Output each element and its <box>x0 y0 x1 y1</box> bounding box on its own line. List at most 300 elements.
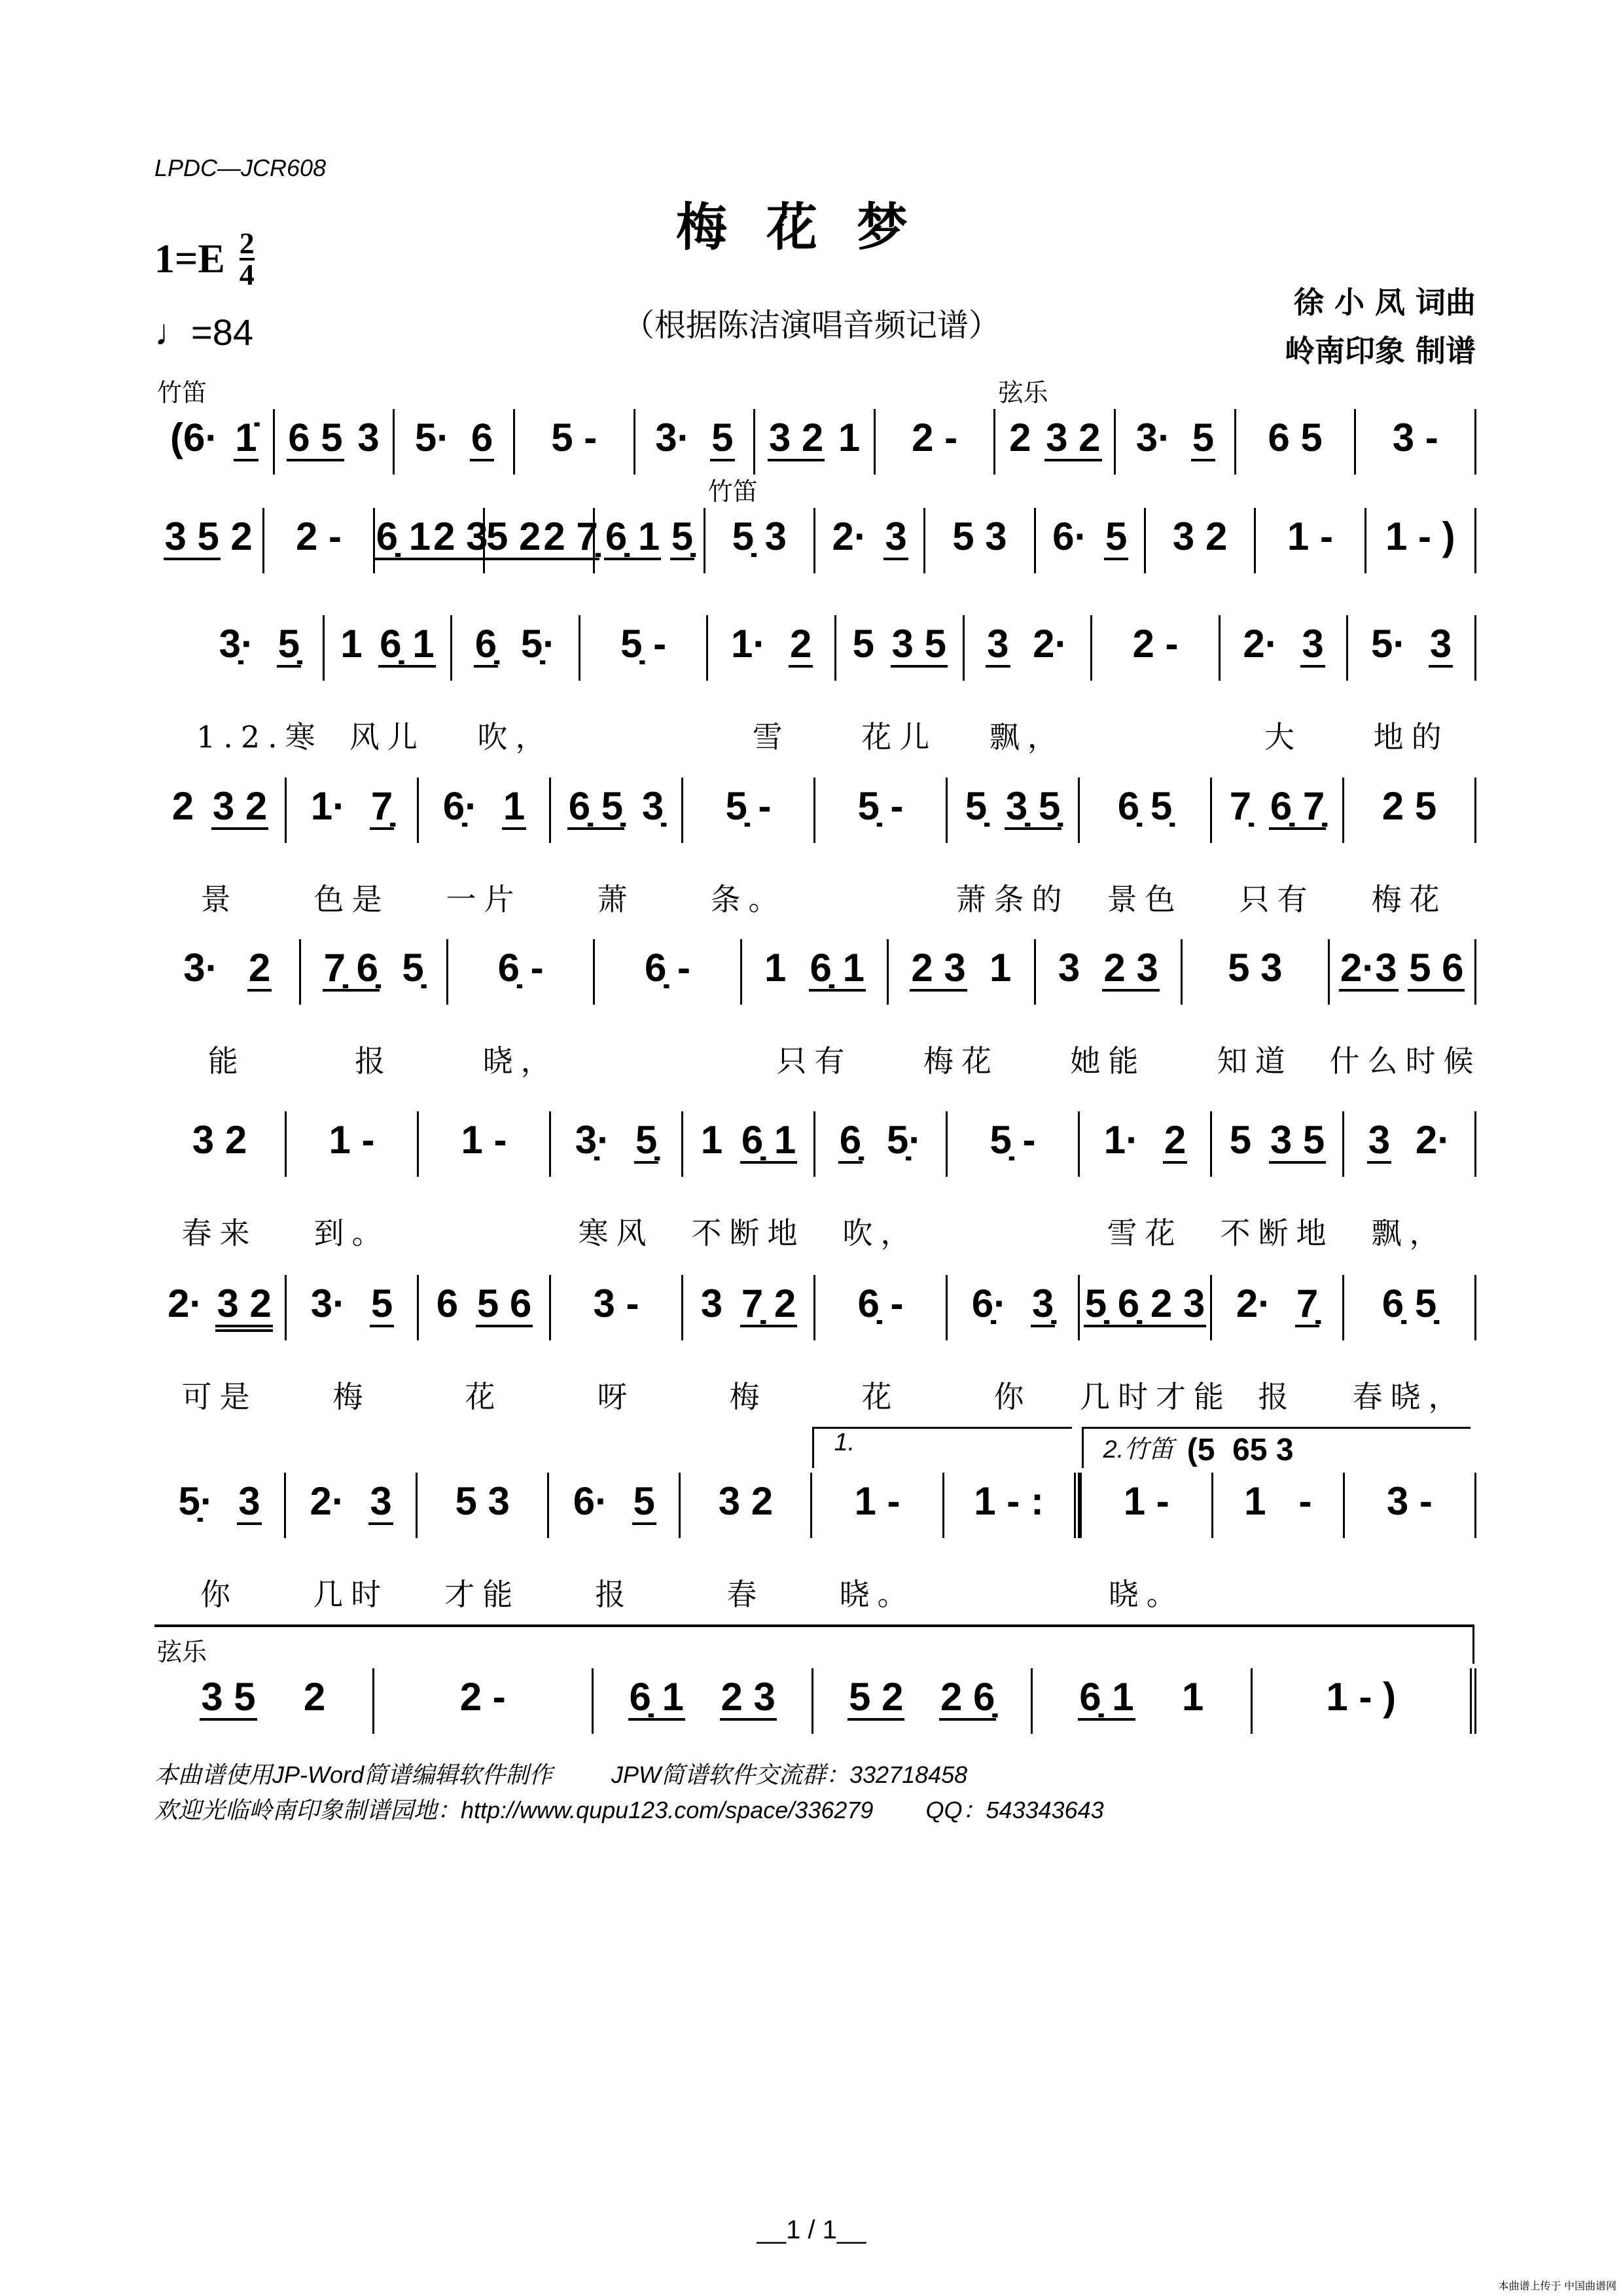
measure <box>549 778 681 917</box>
note-group: 2 <box>1163 1119 1187 1164</box>
measure <box>285 1275 417 1414</box>
tempo-marking: ♩=84 <box>154 312 253 353</box>
note-group: 1 - <box>329 1118 375 1162</box>
measure <box>1031 1668 1251 1734</box>
lyric: 晓。 <box>839 1577 916 1612</box>
measure-notes <box>264 516 372 558</box>
measure <box>262 508 372 573</box>
measure-notes <box>154 1480 284 1525</box>
measure <box>1078 778 1210 917</box>
note-group: 6 5 <box>287 417 344 461</box>
note-group: 2 7̣ <box>542 516 599 560</box>
note-group: 6̣ 1 <box>375 516 432 560</box>
note-group: 3 - <box>1386 1479 1433 1523</box>
lyric: 才能 <box>444 1577 521 1612</box>
measure-notes <box>1356 417 1474 459</box>
measure <box>154 1473 284 1612</box>
note-group: 2 <box>171 784 194 828</box>
score-line <box>154 1111 1476 1251</box>
measure-notes <box>154 947 299 992</box>
measure-notes <box>925 516 1033 558</box>
lyric: 梅花 <box>1371 882 1448 917</box>
lyric: 知道 <box>1217 1043 1293 1079</box>
measure-notes <box>580 623 707 665</box>
measure-notes <box>154 1283 285 1332</box>
first-ending-bracket: 1. <box>812 1427 1071 1468</box>
measure <box>154 778 285 917</box>
note-group: 2· <box>310 1479 345 1523</box>
measure-notes <box>1221 623 1347 668</box>
footer-qq: QQ：543343643 <box>925 1797 1104 1823</box>
lyric: 色是 <box>313 882 390 917</box>
measure-notes <box>286 1480 416 1525</box>
score-line <box>154 778 1476 917</box>
measure-notes <box>374 1676 592 1718</box>
measure <box>679 1473 810 1612</box>
note-group: 5̣ <box>277 623 301 668</box>
note-group: 2 3 <box>720 1676 777 1721</box>
measure <box>417 1275 549 1414</box>
measure <box>946 1111 1078 1177</box>
measure <box>681 1111 813 1251</box>
note-group: 6̣ 1 <box>378 623 435 668</box>
lyric: 雪 <box>752 719 791 755</box>
note-group: 6̣ - <box>857 1282 904 1325</box>
note-group: 3 2 <box>215 1283 272 1332</box>
note-group: 6̣ 1 <box>809 947 866 992</box>
note-group: 5 <box>1191 417 1215 461</box>
note-group: 1 - <box>1123 1479 1169 1523</box>
note-group: 5 2 <box>847 1676 904 1721</box>
note-group: 2 3 <box>910 947 967 992</box>
measure-notes <box>196 623 323 668</box>
time-numerator: 2 <box>239 226 255 260</box>
measure <box>704 478 813 573</box>
lyric: 花儿 <box>861 719 938 755</box>
measure <box>706 615 834 755</box>
measure-notes <box>683 1119 813 1164</box>
note-group: 3̣ <box>641 784 664 828</box>
note-group: 5̣ - <box>620 622 667 666</box>
measure <box>813 778 946 843</box>
measure <box>633 409 754 475</box>
measure-notes <box>812 1480 942 1522</box>
measure-notes <box>301 947 446 992</box>
note-group: 7̣ <box>1295 1283 1319 1327</box>
note-group: 5· <box>1370 622 1406 666</box>
measure-notes <box>1092 623 1219 665</box>
measure <box>417 778 549 917</box>
measure-notes <box>948 1119 1078 1161</box>
note-group: 2 3 <box>1102 947 1159 992</box>
note-group: 6̣ 1 <box>604 516 661 560</box>
lyric: 什么时候 <box>1329 1043 1482 1079</box>
note-group: 5̣ <box>965 784 988 828</box>
measure-notes <box>595 947 740 989</box>
note-group: 2·3 <box>1339 947 1399 992</box>
note-group: 1̇ <box>234 417 258 461</box>
measure-notes <box>965 623 1091 668</box>
measure <box>299 939 446 1079</box>
measure <box>1210 1275 1342 1414</box>
measure-notes <box>515 417 633 459</box>
note-group: 3 2 <box>211 785 268 830</box>
measure-notes <box>1082 1480 1211 1522</box>
note-group: 3 <box>1058 946 1080 990</box>
measure-notes <box>705 516 813 558</box>
note-group: 2· <box>1033 622 1068 666</box>
measure-notes <box>836 623 963 668</box>
measure <box>1343 1473 1476 1538</box>
lyric: 你 <box>200 1577 239 1612</box>
measure-notes <box>287 1283 417 1327</box>
measure <box>812 1668 1031 1734</box>
note-group: 6̣ 1 <box>740 1119 797 1164</box>
measure-notes <box>154 417 273 461</box>
measure <box>1144 508 1254 573</box>
measure-notes <box>1344 1119 1474 1164</box>
measure-notes <box>418 1480 547 1522</box>
measure <box>547 1473 679 1612</box>
note-group: 5 <box>370 1283 394 1327</box>
measure <box>285 778 417 917</box>
lyric: 能 <box>207 1043 246 1079</box>
lyric: 风儿 <box>349 719 425 755</box>
note-group: 6̣ 5̣ <box>1117 784 1173 828</box>
note-group: 3 <box>1300 623 1325 668</box>
measure <box>813 1111 946 1251</box>
lyric: 只有 <box>1239 882 1315 917</box>
note-group: 2 <box>230 514 253 558</box>
flute-cue-notes: (5 65 3 <box>1186 1433 1294 1467</box>
measure <box>942 1473 1080 1538</box>
note-group: 3 <box>986 623 1010 668</box>
lyric: 不断地 <box>691 1215 806 1251</box>
measure-notes <box>1212 1283 1342 1327</box>
measure <box>1354 409 1476 475</box>
measure-notes <box>815 1119 946 1164</box>
note-group: 5 <box>852 622 874 666</box>
measure-notes <box>1213 1480 1343 1522</box>
measure <box>1181 939 1327 1079</box>
measure-notes <box>815 785 946 827</box>
note-group: 5 6 <box>476 1283 533 1327</box>
note-group: 5 <box>1229 1118 1252 1162</box>
measure <box>681 1275 813 1414</box>
measure-notes <box>1212 785 1342 830</box>
lyric: 报 <box>595 1577 633 1612</box>
measure-notes <box>755 417 874 461</box>
time-denominator: 4 <box>239 258 255 291</box>
footer-software-note: 本曲谱使用JP-Word简谱编辑软件制作 <box>154 1761 553 1788</box>
measure-notes <box>154 1676 372 1721</box>
measure-notes <box>1080 1283 1210 1327</box>
note-group: 5 - <box>551 416 597 459</box>
measure-notes <box>551 785 681 830</box>
note-group: 3 - <box>593 1282 639 1325</box>
measure-notes <box>375 514 488 560</box>
note-group: 1· <box>1103 1118 1139 1162</box>
measure <box>154 508 262 573</box>
measure <box>1210 778 1342 917</box>
measure <box>1078 1111 1210 1251</box>
note-group: 1 - ) <box>1385 514 1455 558</box>
note-group: 3 <box>1367 1119 1391 1164</box>
note-group: 3 - <box>1392 416 1438 459</box>
note-group: 6̣ - <box>645 946 691 990</box>
note-group: 5· <box>414 416 450 459</box>
note-group: 5̣· <box>520 622 556 666</box>
note-group: 3 <box>883 516 908 560</box>
note-group: 7̣ <box>370 785 394 830</box>
measure-notes <box>1366 516 1474 558</box>
measure <box>810 1429 942 1612</box>
note-group: (6· <box>169 416 219 459</box>
note-group: 3 5 <box>200 1676 257 1721</box>
measure <box>549 1275 681 1414</box>
lyric: 吹， <box>477 719 554 755</box>
note-group: 6̣ 5̣ <box>567 785 624 830</box>
note-group: 2 - <box>1132 622 1179 666</box>
measure-notes <box>1345 1480 1474 1522</box>
note-group: 3 5 <box>1269 1119 1326 1164</box>
score-code: LPDC—JCR608 <box>154 154 327 181</box>
footer-group-note: JPW简谱软件交流群：332718458 <box>611 1761 968 1788</box>
measure <box>513 409 633 475</box>
measure <box>284 1473 416 1612</box>
measure <box>483 508 598 573</box>
note-group: 3̣· <box>219 622 254 666</box>
measure <box>923 508 1033 573</box>
note-group: 5̣ - <box>857 784 904 828</box>
measure-notes <box>551 1119 681 1164</box>
lyric: 吹， <box>842 1215 919 1251</box>
note-group: 1 - <box>854 1479 901 1523</box>
note-group: 6 5 <box>1268 416 1323 459</box>
credits <box>1285 278 1476 375</box>
note-group: 5̣ 3 <box>732 514 787 558</box>
measure-notes <box>1253 1676 1471 1718</box>
measure <box>1186 1433 1343 1538</box>
note-group: 2· <box>1243 622 1278 666</box>
measure <box>1080 1436 1211 1612</box>
lyric: 萧条的 <box>955 882 1070 917</box>
note-group: 5̣ <box>402 946 424 990</box>
score-line <box>154 478 1476 573</box>
instrument-label: 竹笛 <box>707 478 758 506</box>
note-group: 1 <box>1181 1675 1204 1719</box>
measure-notes <box>154 1119 285 1161</box>
measure <box>393 409 513 475</box>
lyric: 花 <box>465 1379 503 1414</box>
note-group: 6̣ 1 <box>628 1676 685 1721</box>
note-group: 3· <box>310 1282 346 1325</box>
measure-notes <box>551 1283 681 1325</box>
arranger-credit: 岭南印象 制谱 <box>1284 333 1476 368</box>
lyric: 梅花 <box>923 1043 999 1079</box>
lyric: 报 <box>1258 1379 1296 1414</box>
time-signature <box>239 226 255 291</box>
measure <box>196 615 323 755</box>
measure <box>1114 409 1234 475</box>
lyric: 地的 <box>1373 719 1450 755</box>
measure <box>1346 615 1476 755</box>
measure-notes <box>395 417 513 461</box>
song-title: 梅花梦 <box>675 198 947 257</box>
measure <box>154 939 299 1079</box>
lyric: 1.2.寒 <box>196 719 323 755</box>
lyric: 到。 <box>313 1215 390 1251</box>
note-group: 6 <box>470 417 494 461</box>
measure-notes <box>1146 516 1254 558</box>
note-group: 2 <box>1009 416 1031 459</box>
measure <box>593 939 740 1005</box>
lyric: 呀 <box>597 1379 635 1414</box>
key-time-signature <box>154 226 255 291</box>
instrument-label: 弦乐 <box>998 380 1048 407</box>
lyric: 景色 <box>1107 882 1183 917</box>
note-group: 3 2 <box>1172 514 1228 558</box>
lyric: 她能 <box>1070 1043 1147 1079</box>
lyric: 不断地 <box>1220 1215 1334 1251</box>
footer-website-link[interactable]: 欢迎光临岭南印象制谱园地：http://www.qupu123.com/space/336279 <box>154 1797 874 1823</box>
lyric: 大 <box>1264 719 1303 755</box>
note-group: 2 <box>789 623 813 668</box>
note-group: 2 6̣ <box>939 1676 996 1721</box>
measure-notes <box>948 1283 1078 1327</box>
measure <box>681 778 813 917</box>
measure-notes <box>1116 417 1234 461</box>
note-group: 6 <box>436 1282 459 1325</box>
divider-tick <box>1472 1624 1474 1664</box>
measure-notes <box>1330 947 1474 992</box>
measure <box>1234 409 1355 475</box>
instrument-label: 竹笛 <box>157 380 207 407</box>
note-group: 5 3 <box>952 514 1007 558</box>
note-group: 1 <box>764 946 787 990</box>
measure-notes <box>1033 1676 1251 1721</box>
measure <box>963 615 1091 755</box>
measure <box>1034 939 1181 1079</box>
measure <box>1090 615 1219 681</box>
note-group: 1 <box>990 946 1012 990</box>
note-group: 5 2 <box>485 516 542 560</box>
measure-notes <box>287 1119 417 1161</box>
lyric: 几时 <box>313 1577 389 1612</box>
measure <box>450 615 579 755</box>
measure <box>1219 615 1347 755</box>
note-group: 3· <box>655 416 690 459</box>
note-group: 5̣ - <box>990 1118 1036 1162</box>
measure-notes <box>419 1283 549 1327</box>
measure-notes <box>485 514 598 560</box>
note-group: 5 <box>632 1480 656 1525</box>
measure-notes <box>683 785 813 827</box>
note-group: 1 - <box>1244 1479 1312 1523</box>
measure-notes <box>742 947 887 992</box>
measure <box>1254 508 1364 573</box>
note-group: 6̣ <box>474 623 498 668</box>
measure-notes <box>948 785 1078 830</box>
note-group: 6̣ - <box>497 946 544 990</box>
measure-notes <box>1344 1283 1474 1325</box>
measure-notes <box>549 1480 679 1525</box>
measure-notes <box>1212 1119 1342 1164</box>
measure-notes <box>708 623 834 668</box>
note-group: 3 2 <box>768 417 825 461</box>
note-group: 2 5 <box>1382 784 1437 828</box>
measure-notes <box>325 623 451 668</box>
measure <box>273 409 393 475</box>
note-group: 3 <box>700 1282 723 1325</box>
measure <box>1034 508 1144 573</box>
lyric: 春 <box>726 1577 765 1612</box>
measure <box>946 1275 1078 1414</box>
measure <box>753 409 874 475</box>
measure <box>813 508 923 573</box>
lyric: 景 <box>200 882 239 917</box>
note-group: 3̣ <box>1031 1283 1055 1327</box>
measure <box>740 939 887 1079</box>
divider-line <box>154 1624 1474 1627</box>
key-signature: 1=E <box>154 236 225 281</box>
note-group: 2 - <box>459 1675 506 1719</box>
note-group: 2 3 <box>432 516 489 560</box>
measure-notes <box>876 417 994 459</box>
note-group: 5̣ 6̣ 2 3 <box>1084 1283 1207 1327</box>
measure <box>874 409 994 475</box>
measure-notes <box>635 417 754 461</box>
note-group: 5 <box>1104 516 1128 560</box>
measure-notes <box>1036 516 1144 560</box>
note-group: 6̣· <box>971 1282 1007 1325</box>
note-group: 1 <box>700 1118 723 1162</box>
note-group: 3· <box>183 946 219 990</box>
lyric: 一片 <box>446 882 522 917</box>
measure <box>1251 1668 1477 1734</box>
measure <box>592 1668 812 1734</box>
note-group: 3 <box>357 416 380 459</box>
note-group: 1· <box>730 622 766 666</box>
measure <box>1078 1275 1232 1414</box>
note-group: 2 <box>303 1675 326 1719</box>
note-group: 3̣· <box>575 1118 611 1162</box>
measure-notes <box>452 623 579 668</box>
score-line <box>154 1429 1476 1612</box>
measure-notes <box>448 947 593 989</box>
note-group: 1 - <box>1287 514 1333 558</box>
measure-notes <box>1080 785 1210 827</box>
note-group: 6̣ 1 <box>1078 1676 1135 1721</box>
note-group: 3 2 <box>1044 417 1101 461</box>
lyric: 几时才能 <box>1080 1379 1232 1414</box>
measure <box>813 1275 946 1414</box>
lyric: 只有 <box>776 1043 853 1079</box>
note-group: 1 <box>340 622 363 666</box>
lyric: 寒风 <box>578 1215 654 1251</box>
measure <box>154 380 273 475</box>
measure-notes <box>815 1283 946 1325</box>
measure <box>285 1111 417 1251</box>
page-number: __1 / 1__ <box>757 2215 866 2244</box>
measure-notes <box>419 785 549 830</box>
lyric: 晓， <box>482 1043 559 1079</box>
measure <box>372 1668 592 1734</box>
lyric: 飘， <box>989 719 1065 755</box>
measure-notes <box>1036 947 1181 992</box>
note-group: 1 - <box>461 1118 507 1162</box>
measure-notes <box>1080 1119 1210 1164</box>
